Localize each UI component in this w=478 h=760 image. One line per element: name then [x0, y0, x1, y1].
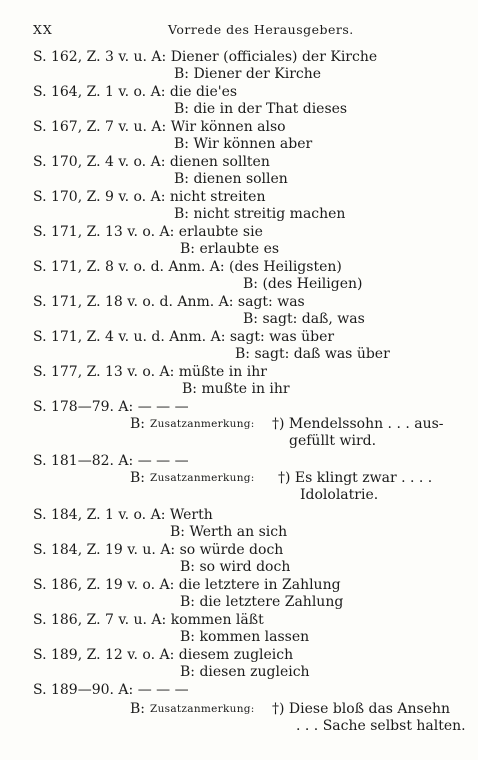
- errata-line: B: Wir können aber: [174, 136, 313, 152]
- annotation-label: Zusatzanmerkung:: [150, 472, 255, 484]
- annotation-label: Zusatzanmerkung:: [150, 418, 255, 430]
- page-number: XX: [33, 22, 53, 37]
- errata-line: gefüllt wird.: [289, 433, 377, 449]
- errata-line: B: die letztere Zahlung: [180, 594, 344, 610]
- errata-line: B:: [130, 701, 146, 717]
- errata-line: B:: [130, 470, 146, 486]
- errata-line: S. 184, Z. 1 v. o. A: Werth: [33, 507, 213, 523]
- errata-line: B: die in der That dieses: [174, 101, 348, 117]
- errata-line: B: sagt: daß was über: [235, 346, 390, 362]
- errata-line: S. 171, Z. 18 v. o. d. Anm. A: sagt: was: [33, 294, 305, 310]
- errata-line: †) Es klingt zwar . . . .: [278, 470, 433, 486]
- errata-line: B: mußte in ihr: [182, 381, 290, 397]
- errata-line: B: sagt: daß, was: [243, 311, 365, 327]
- errata-line: S. 186, Z. 19 v. o. A: die letztere in Zahlung: [33, 577, 341, 593]
- errata-line: S. 171, Z. 13 v. o. A: erlaubte sie: [33, 224, 263, 240]
- errata-line: S. 186, Z. 7 v. u. A: kommen läßt: [33, 612, 264, 628]
- running-title: Vorrede des Herausgebers.: [168, 22, 354, 37]
- errata-line: S. 171, Z. 8 v. o. d. Anm. A: (des Heiligsten): [33, 259, 342, 275]
- errata-line: B: so wird doch: [180, 559, 291, 575]
- errata-line: S. 170, Z. 4 v. o. A: dienen sollten: [33, 154, 270, 170]
- errata-line: B: diesen zugleich: [180, 664, 310, 680]
- annotation-label: Zusatzanmerkung:: [150, 703, 255, 715]
- errata-line: S. 178—79. A: — — —: [33, 399, 189, 415]
- errata-line: B: (des Heiligen): [243, 276, 363, 292]
- errata-line: . . . Sache selbst halten.: [296, 718, 466, 734]
- errata-line: S. 162, Z. 3 v. u. A: Diener (officiales) der Kirche: [33, 49, 378, 65]
- errata-line: S. 171, Z. 4 v. u. d. Anm. A: sagt: was über: [33, 329, 335, 345]
- errata-line: S. 189—90. A: — — —: [33, 682, 189, 698]
- errata-line: S. 181—82. A: — — —: [33, 453, 189, 469]
- errata-line: S. 167, Z. 7 v. u. A: Wir können also: [33, 119, 286, 135]
- errata-line: B:: [130, 416, 146, 432]
- errata-line: B: kommen lassen: [180, 629, 310, 645]
- errata-line: Idololatrie.: [300, 487, 379, 503]
- errata-line: S. 170, Z. 9 v. o. A: nicht streiten: [33, 189, 266, 205]
- errata-line: S. 164, Z. 1 v. o. A: die die'es: [33, 84, 238, 100]
- errata-line: B: Werth an sich: [170, 524, 288, 540]
- errata-line: †) Diese bloß das Ansehn: [272, 701, 451, 717]
- errata-line: B: nicht streitig machen: [174, 206, 346, 222]
- errata-line: †) Mendelssohn . . . aus-: [272, 416, 444, 432]
- errata-line: S. 189, Z. 12 v. o. A: diesem zugleich: [33, 647, 294, 663]
- errata-line: B: dienen sollen: [174, 171, 288, 187]
- errata-line: S. 177, Z. 13 v. o. A: müßte in ihr: [33, 364, 267, 380]
- errata-line: S. 184, Z. 19 v. u. A: so würde doch: [33, 542, 284, 558]
- errata-line: B: erlaubte es: [180, 241, 280, 257]
- errata-line: B: Diener der Kirche: [174, 66, 322, 82]
